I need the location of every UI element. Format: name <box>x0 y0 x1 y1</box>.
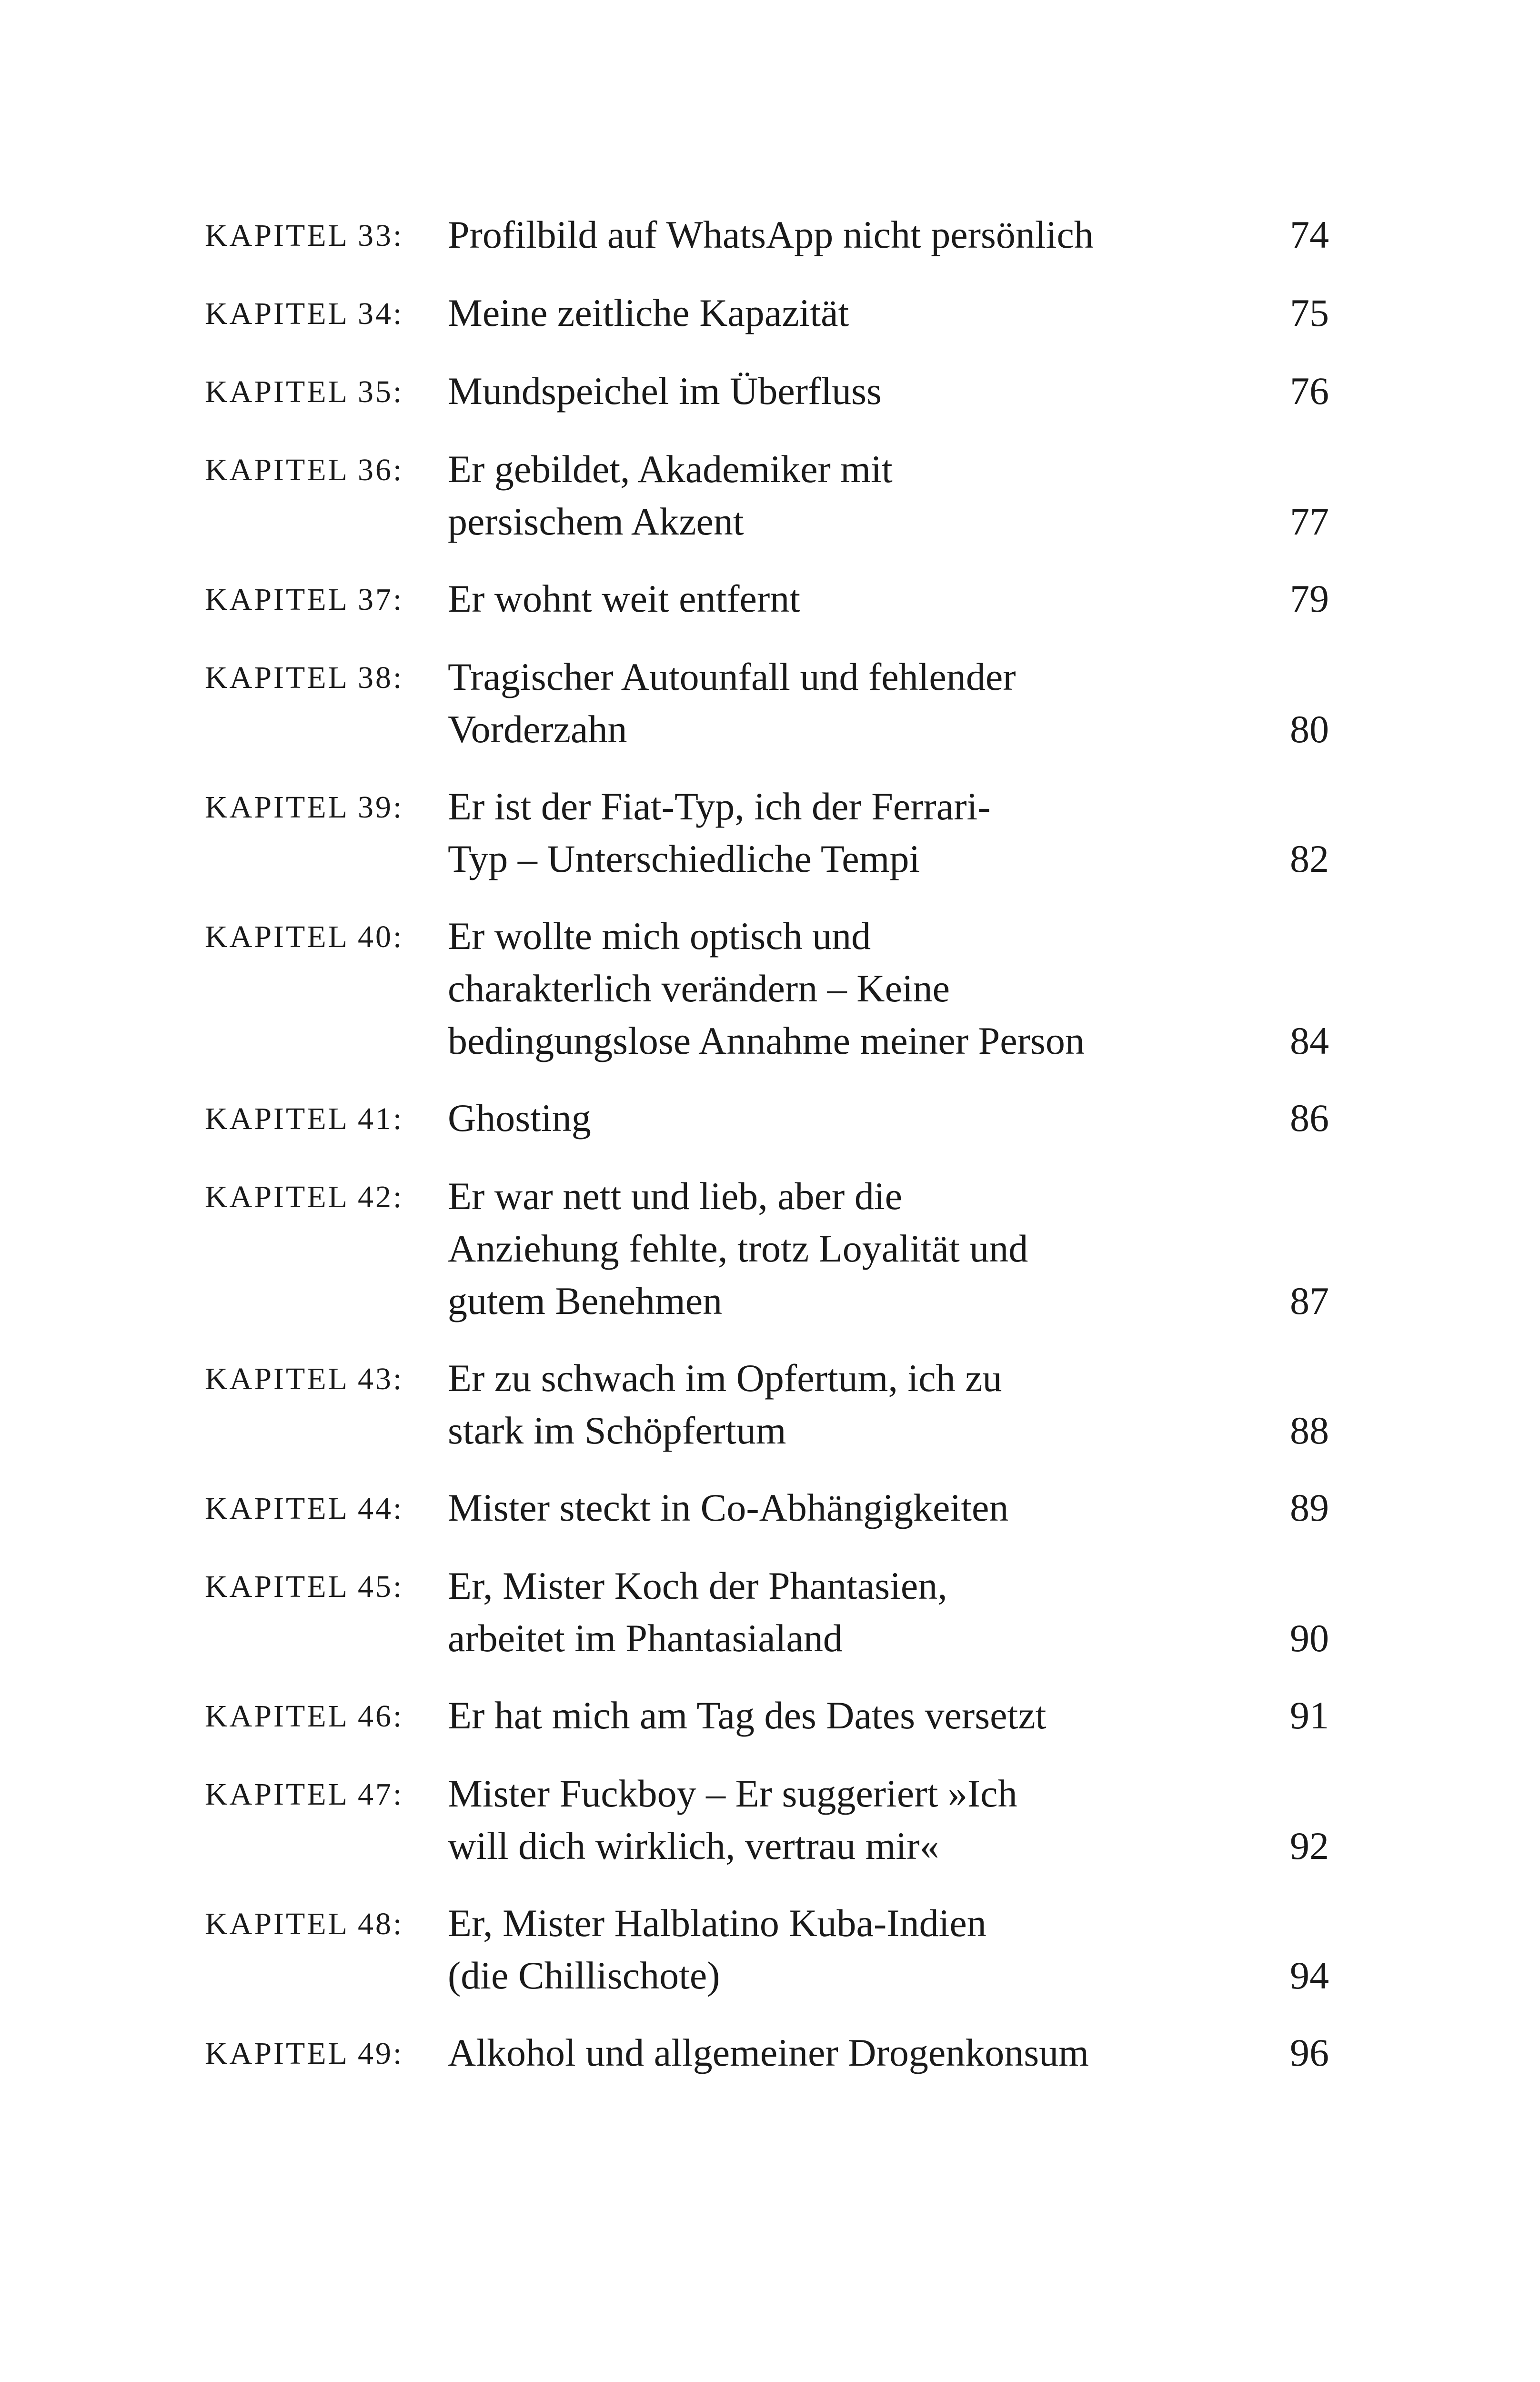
toc-entry <box>205 1689 1329 1743</box>
chapter-title-line: gutem Benehmen <box>448 1279 723 1322</box>
page-number: 74 <box>1290 213 1329 256</box>
toc-entry <box>205 780 1329 885</box>
chapter-label: KAPITEL 33: <box>205 218 404 253</box>
page-number: 87 <box>1290 1279 1329 1322</box>
chapter-title-line: bedingungslose Annahme meiner Person <box>448 1019 1085 1062</box>
chapter-title <box>448 209 1267 261</box>
chapter-title <box>448 1689 1267 1742</box>
chapter-title <box>448 1170 1267 1327</box>
chapter-title-line: Mister Fuckboy – Er suggeriert »Ich <box>448 1772 1017 1815</box>
entry-body <box>448 1897 1329 2002</box>
toc-entry <box>205 1092 1329 1145</box>
chapter-label: KAPITEL 47: <box>205 1777 404 1812</box>
entry-body <box>448 2027 1329 2079</box>
entry-body <box>448 1482 1329 1534</box>
entry-body <box>448 651 1329 756</box>
chapter-title-line: Er war nett und lieb, aber die <box>448 1174 903 1218</box>
page-number: 88 <box>1290 1409 1329 1452</box>
chapter-title-line: will dich wirklich, vertrau mir« <box>448 1824 939 1867</box>
chapter-label: KAPITEL 35: <box>205 374 404 409</box>
chapter-title <box>448 573 1267 625</box>
page-number: 82 <box>1290 837 1329 880</box>
toc-entry <box>205 910 1329 1067</box>
chapter-title-line: charakterlich verändern – Keine <box>448 967 950 1010</box>
entry-body <box>448 209 1329 261</box>
page-number: 91 <box>1290 1694 1329 1737</box>
toc-entry <box>205 443 1329 548</box>
chapter-title-line: Er ist der Fiat-Typ, ich der Ferrari- <box>448 785 991 828</box>
chapter-label: KAPITEL 40: <box>205 919 404 954</box>
chapter-label: KAPITEL 49: <box>205 2036 404 2071</box>
chapter-title-line: Er zu schwach im Opfertum, ich zu <box>448 1356 1002 1400</box>
chapter-title-line: Er, Mister Koch der Phantasien, <box>448 1564 947 1607</box>
entry-body <box>448 1560 1329 1665</box>
toc-entry <box>205 365 1329 418</box>
chapter-title-line: Er wohnt weit entfernt <box>448 577 801 620</box>
toc-entry <box>205 1897 1329 2002</box>
toc-entry <box>205 1170 1329 1327</box>
toc-entry <box>205 1560 1329 1665</box>
entry-body <box>448 443 1329 548</box>
chapter-title-line: Er gebildet, Akademiker mit <box>448 447 893 491</box>
entry-body <box>448 1092 1329 1144</box>
entry-body <box>448 573 1329 625</box>
chapter-title <box>448 1560 1267 1665</box>
chapter-label: KAPITEL 46: <box>205 1699 404 1734</box>
page-number: 96 <box>1290 2031 1329 2074</box>
page-number: 92 <box>1290 1824 1329 1867</box>
chapter-title-line: (die Chillischote) <box>448 1954 720 1997</box>
chapter-title <box>448 651 1267 756</box>
toc-entry <box>205 209 1329 262</box>
chapter-title-line: Meine zeitliche Kapazität <box>448 291 849 334</box>
chapter-title-line: Profilbild auf WhatsApp nicht persönlich <box>448 213 1094 256</box>
chapter-title-line: Anziehung fehlte, trotz Loyalität und <box>448 1227 1028 1270</box>
chapter-label: KAPITEL 36: <box>205 453 404 487</box>
chapter-label: KAPITEL 41: <box>205 1101 404 1136</box>
chapter-title-line: stark im Schöpfertum <box>448 1409 786 1452</box>
page-number: 77 <box>1290 500 1329 543</box>
chapter-title <box>448 1767 1267 1872</box>
chapter-title-line: Mundspeichel im Überfluss <box>448 369 882 413</box>
entry-body <box>448 910 1329 1067</box>
entry-body <box>448 287 1329 339</box>
toc-entry <box>205 1352 1329 1457</box>
chapter-label: KAPITEL 44: <box>205 1491 404 1526</box>
chapter-label: KAPITEL 34: <box>205 296 404 331</box>
chapter-title-line: Mister steckt in Co-Abhängigkeiten <box>448 1486 1009 1529</box>
page-number: 75 <box>1290 291 1329 334</box>
toc-entry <box>205 573 1329 626</box>
toc-entry <box>205 651 1329 756</box>
entry-body <box>448 780 1329 885</box>
chapter-title-line: Ghosting <box>448 1096 591 1140</box>
table-of-contents <box>205 209 1329 2105</box>
page-number: 80 <box>1290 707 1329 751</box>
chapter-title-line: Typ – Unterschiedliche Tempi <box>448 837 920 880</box>
page-number: 76 <box>1290 369 1329 413</box>
chapter-title <box>448 365 1267 417</box>
chapter-title-line: Alkohol und allgemeiner Drogenkonsum <box>448 2031 1089 2074</box>
chapter-title-line: arbeitet im Phantasialand <box>448 1616 843 1660</box>
chapter-label: KAPITEL 38: <box>205 660 404 695</box>
chapter-label: KAPITEL 48: <box>205 1907 404 1941</box>
toc-entry <box>205 1482 1329 1535</box>
chapter-title-line: Tragischer Autounfall und fehlender <box>448 655 1016 698</box>
chapter-title-line: Er, Mister Halblatino Kuba-Indien <box>448 1901 986 1945</box>
chapter-title <box>448 287 1267 339</box>
page-number: 90 <box>1290 1616 1329 1660</box>
entry-body <box>448 1352 1329 1457</box>
page-number: 79 <box>1290 577 1329 620</box>
entry-body <box>448 1767 1329 1872</box>
chapter-title <box>448 1352 1267 1457</box>
toc-entry <box>205 287 1329 340</box>
page-number: 94 <box>1290 1954 1329 1997</box>
toc-entry <box>205 1767 1329 1872</box>
page-number: 86 <box>1290 1096 1329 1140</box>
entry-body <box>448 365 1329 417</box>
chapter-title-line: persischem Akzent <box>448 500 744 543</box>
chapter-title <box>448 1897 1267 2002</box>
chapter-title <box>448 443 1267 548</box>
chapter-title <box>448 1092 1267 1144</box>
chapter-label: KAPITEL 37: <box>205 582 404 617</box>
chapter-title-line: Vorderzahn <box>448 707 627 751</box>
page-number: 84 <box>1290 1019 1329 1062</box>
chapter-title <box>448 910 1267 1067</box>
chapter-title <box>448 2027 1267 2079</box>
page-number: 89 <box>1290 1486 1329 1529</box>
chapter-title-line: Er wollte mich optisch und <box>448 914 871 958</box>
chapter-title <box>448 1482 1267 1534</box>
toc-entry <box>205 2027 1329 2080</box>
chapter-title-line: Er hat mich am Tag des Dates versetzt <box>448 1694 1047 1737</box>
entry-body <box>448 1689 1329 1742</box>
chapter-label: KAPITEL 39: <box>205 790 404 825</box>
entry-body <box>448 1170 1329 1327</box>
chapter-label: KAPITEL 45: <box>205 1569 404 1604</box>
chapter-label: KAPITEL 43: <box>205 1362 404 1396</box>
chapter-label: KAPITEL 42: <box>205 1180 404 1214</box>
chapter-title <box>448 780 1267 885</box>
